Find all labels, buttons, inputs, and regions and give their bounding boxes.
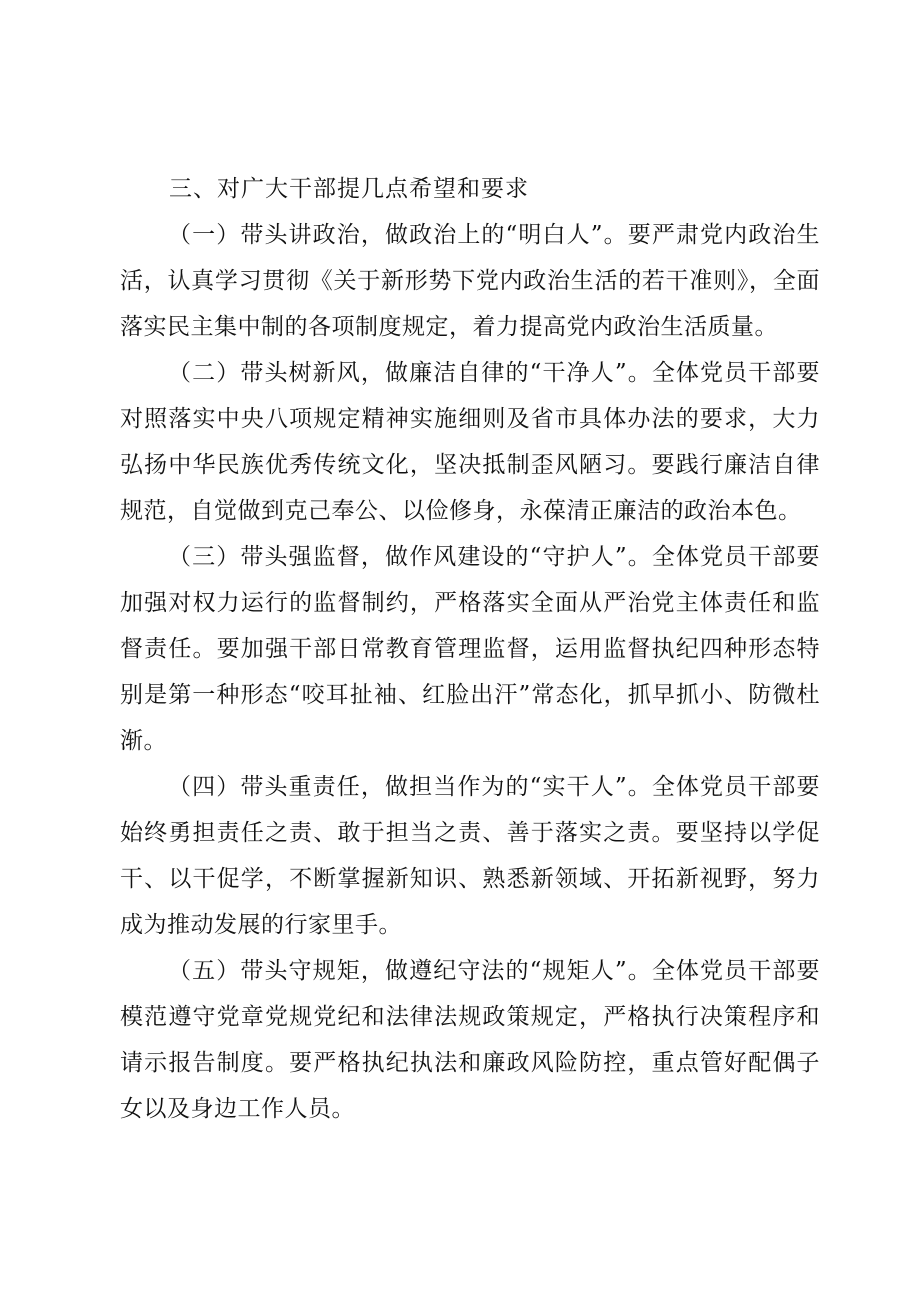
paragraph-5: （五）带头守规矩，做遵纪守法的“规矩人”。全体党员干部要模范遵守党章党规党纪和法律法规政策规定，严格执行决策程序和请示报告制度。要严格执纪执法和廉政风险防控，重点管好配偶子女以及身边工作人员。 (120, 958, 820, 1122)
document-body (120, 166, 820, 1132)
paragraph-3: （三）带头强监督，做作风建设的“守护人”。全体党员干部要加强对权力运行的监督制约，严格落实全面从严治党主体责任和监督责任。要加强干部日常教育管理监督，运用监督执纪四种形态特别是第一种形态“咬耳扯袖、红脸出汗”常态化，抓早抓小、防微杜渐。 (120, 544, 820, 754)
paragraph-2: （二）带头树新风，做廉洁自律的“干净人”。全体党员干部要对照落实中央八项规定精神实施细则及省市具体办法的要求，大力弘扬中华民族优秀传统文化，坚决抵制歪风陋习。要践行廉洁自律规范，自觉做到克己奉公、以俭修身，永葆清正廉洁的政治本色。 (120, 360, 820, 524)
section-heading: 三、对广大干部提几点希望和要求 (169, 176, 529, 202)
paragraph-4: （四）带头重责任，做担当作为的“实干人”。全体党员干部要始终勇担责任之责、敢于担当之责、善于落实之责。要坚持以学促干、以干促学，不断掌握新知识、熟悉新领域、开拓新视野，努力成为推动发展的行家里手。 (120, 774, 820, 938)
paragraph-1: （一）带头讲政治，做政治上的“明白人”。要严肃党内政治生活，认真学习贯彻《关于新形势下党内政治生活的若干准则》，全面落实民主集中制的各项制度规定，着力提高党内政治生活质量。 (120, 222, 820, 340)
